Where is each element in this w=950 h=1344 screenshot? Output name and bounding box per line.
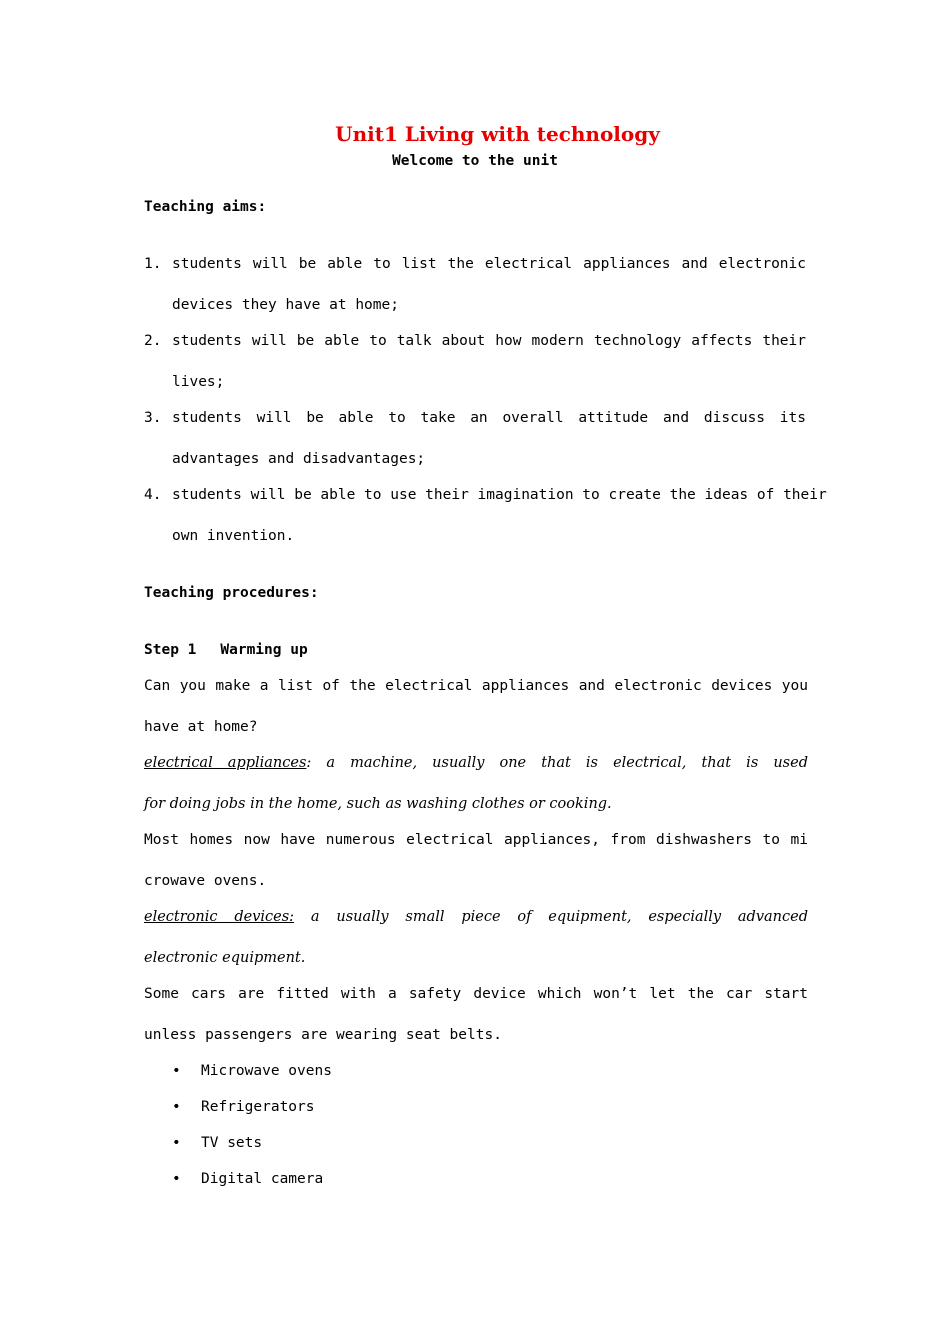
question-line: Can you make a list of the electrical appliances and electronic devices you [144, 678, 808, 694]
step-heading [144, 642, 308, 658]
aim-line: students will be able to list the electrical appliances and electronic [172, 256, 806, 272]
aim-number: 4. [144, 487, 162, 503]
example-line: crowave ovens. [144, 873, 267, 889]
example-line: Some cars are fitted with a safety device which won’t let the car start [144, 986, 808, 1002]
bullet-icon: • [172, 1063, 181, 1079]
list-item: Microwave ovens [201, 1063, 332, 1079]
example-line: unless passengers are wearing seat belts. [144, 1027, 502, 1043]
step-name: Warming up [220, 642, 308, 658]
definition-line [144, 755, 808, 771]
aim-line: students will be able to use their imagination to create the ideas of their [172, 487, 827, 503]
page-title: Unit1 Living with technology [335, 122, 660, 146]
definition-text: : a machine, usually one that is electrical, that is used [306, 755, 808, 771]
subtitle-text: Welcome to the unit [392, 153, 558, 169]
aim-line: devices they have at home; [172, 297, 399, 313]
definition-term: electrical appliances [144, 755, 307, 771]
aim-line: students will be able to talk about how modern technology affects their [172, 333, 806, 349]
step-label: Step 1 [144, 642, 197, 658]
page-subtitle [0, 153, 950, 169]
bullet-icon: • [172, 1171, 181, 1187]
definition-line [144, 909, 808, 925]
aim-line: students will be able to take an overall attitude and discuss its [172, 410, 806, 426]
example-line: Most homes now have numerous electrical appliances, from dishwashers to mi [144, 832, 808, 848]
definition-line: electronic equipment. [144, 950, 306, 966]
bullet-icon: • [172, 1135, 181, 1151]
definition-term: electronic devices: [144, 909, 295, 925]
aim-line: lives; [172, 374, 225, 390]
aim-line: own invention. [172, 528, 295, 544]
teaching-aims-heading: Teaching aims: [144, 199, 267, 215]
definition-text: a usually small piece of equipment, especially advanced [294, 909, 808, 925]
aim-line: advantages and disadvantages; [172, 451, 426, 467]
teaching-procedures-heading: Teaching procedures: [144, 585, 319, 601]
aim-number: 1. [144, 256, 162, 272]
list-item: TV sets [201, 1135, 263, 1151]
list-item: Refrigerators [201, 1099, 315, 1115]
bullet-icon: • [172, 1099, 181, 1115]
aim-number: 2. [144, 333, 162, 349]
question-line: have at home? [144, 719, 258, 735]
definition-line: for doing jobs in the home, such as washing clothes or cooking. [144, 796, 612, 812]
list-item: Digital camera [201, 1171, 324, 1187]
aim-number: 3. [144, 410, 162, 426]
